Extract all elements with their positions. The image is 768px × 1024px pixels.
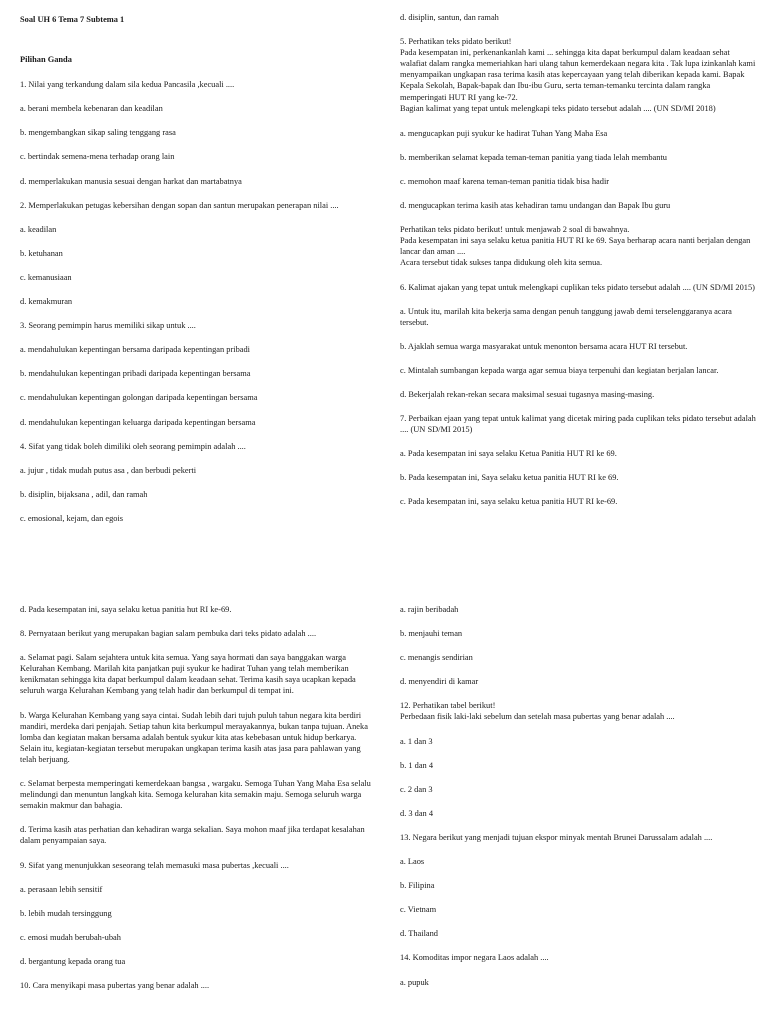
q1-option-d: d. memperlakukan manusia sesuai dengan harkat dan martabatnya xyxy=(20,176,242,186)
q5-option-d: d. mengucapkan terima kasih atas kehadiran tamu undangan dan Bapak Ibu guru xyxy=(400,201,671,211)
question-5-header: 5. Perhatikan teks pidato berikut! xyxy=(400,37,512,47)
q9-option-d: d. bergantung kepada orang tua xyxy=(20,956,126,966)
q1-option-a: a. berani membela kebenaran dan keadilan xyxy=(20,104,163,114)
column-left-page-2 xyxy=(20,604,378,991)
q10-option-b: b. menjauhi teman xyxy=(400,629,463,639)
q4-option-a: a. jujur , tidak mudah putus asa , dan berbudi pekerti xyxy=(20,465,197,475)
speech-text-end: Acara tersebut tidak sukses tanpa didukung oleh kita semua. xyxy=(400,258,603,268)
q9-option-c: c. emosi mudah berubah-ubah xyxy=(20,932,121,942)
q4-option-d: d. disiplin, santun, dan ramah xyxy=(400,13,499,22)
question-5-prompt: Bagian kalimat yang tepat untuk melengkapi teks pidato tersebut adalah .... (UN SD/MI 2018) xyxy=(400,103,716,113)
q3-option-d: d. mendahulukan kepentingan keluarga daripada kepentingan bersama xyxy=(20,417,256,427)
speech-text: Pada kesempatan ini saya selaku ketua panitia HUT RI ke 69. Saya berharap acara nanti berjalan dengan lancar dan aman .... xyxy=(400,236,751,257)
question-13: 13. Negara berikut yang menjadi tujuan ekspor minyak mentah Brunei Darussalam adalah .... xyxy=(400,832,713,842)
speech-intro-text: Perhatikan teks pidato berikut! untuk menjawab 2 soal di bawahnya. xyxy=(400,225,630,235)
q14-option-a: a. pupuk xyxy=(400,977,429,987)
q6-option-b: b. Ajaklah semua warga masyarakat untuk menonton bersama acara HUT RI tersebut. xyxy=(400,341,688,351)
q2-option-d: d. kemakmuran xyxy=(20,297,73,307)
q7-option-d: d. Pada kesempatan ini, saya selaku ketua panitia hut RI ke-69. xyxy=(20,605,232,614)
q3-option-a: a. mendahulukan kepentingan bersama daripada kepentingan pribadi xyxy=(20,345,250,355)
q8-option-a: a. Selamat pagi. Salam sejahtera untuk kita semua. Yang saya hormati dan saya banggakan warga Kelurahan Kembang. Marilah kita panjatkan puji syukur ke hadirat Tuhan yang telah memberikan kenikmatan sehingga kita dapat berkumpul dalam keadaan sehat. Terima kasih saya ucapkan kepada seluruh warga Kelurahan Kembang yang telah hadir dan berkumpul di tempat ini. xyxy=(20,653,356,696)
q1-option-c: c. bertindak semena-mena terhadap orang lain xyxy=(20,152,175,162)
q4-option-c: c. emosional, kejam, dan egois xyxy=(20,513,124,523)
question-2: 2. Memperlakukan petugas kebersihan dengan sopan dan santun merupakan penerapan nilai .... xyxy=(20,200,339,210)
question-9: 9. Sifat yang menunjukkan seseorang telah memasuki masa pubertas ,kecuali .... xyxy=(20,860,289,870)
q13-option-b: b. Filipina xyxy=(400,881,435,891)
question-8: 8. Pernyataan berikut yang merupakan bagian salam pembuka dari teks pidato adalah .... xyxy=(20,629,317,639)
q6-option-d: d. Bekerjalah rekan-rekan secara maksimal sesuai tugasnya masing-masing. xyxy=(400,389,655,399)
question-7: 7. Perbaikan ejaan yang tepat untuk kalimat yang dicetak miring pada cuplikan teks pidato tersebut adalah .... (UN SD/MI 2015) xyxy=(400,414,756,435)
q7-option-b: b. Pada kesempatan ini, Saya selaku ketua panitia HUT RI ke 69. xyxy=(400,473,619,483)
q2-option-b: b. ketuhanan xyxy=(20,248,63,258)
q3-option-c: c. mendahulukan kepentingan golongan daripada kepentingan bersama xyxy=(20,393,258,403)
q13-option-a: a. Laos xyxy=(400,857,425,867)
q5-option-c: c. memohon maaf karena teman-teman panitia tidak bisa hadir xyxy=(400,176,610,186)
q3-option-b: b. mendahulukan kepentingan pribadi daripada kepentingan bersama xyxy=(20,369,251,379)
column-right-page-1 xyxy=(400,12,758,508)
question-12-prompt: Perbedaan fisik laki-laki sebelum dan setelah masa pubertas yang benar adalah .... xyxy=(400,712,675,722)
question-12-header: 12. Perhatikan tabel berikut! xyxy=(400,701,496,711)
q12-option-b: b. 1 dan 4 xyxy=(400,760,434,770)
question-3: 3. Seorang pemimpin harus memiliki sikap untuk .... xyxy=(20,321,196,331)
question-10: 10. Cara menyikapi masa pubertas yang benar adalah .... xyxy=(20,980,210,990)
q12-option-c: c. 2 dan 3 xyxy=(400,784,433,794)
q8-option-d: d. Terima kasih atas perhatian dan kehadiran warga sekalian. Saya mohon maaf jika terdapat kesalahan dalam penyampaian saya. xyxy=(20,825,365,846)
q10-option-a: a. rajin beribadah xyxy=(400,605,459,614)
column-left-page-1 xyxy=(20,12,378,524)
document-title: Soal UH 6 Tema 7 Subtema 1 xyxy=(20,15,125,24)
q4-option-b: b. disiplin, bijaksana , adil, dan ramah xyxy=(20,489,148,499)
q5-option-a: a. mengucapkan puji syukur ke hadirat Tuhan Yang Maha Esa xyxy=(400,128,608,138)
q9-option-a: a. perasaan lebih sensitif xyxy=(20,884,103,894)
q1-option-b: b. mengembangkan sikap saling tenggang rasa xyxy=(20,128,176,138)
question-4: 4. Sifat yang tidak boleh dimiliki oleh seorang pemimpin adalah .... xyxy=(20,441,246,451)
question-6: 6. Kalimat ajakan yang tepat untuk melengkapi cuplikan teks pidato tersebut adalah .... (UN SD/MI 2015) xyxy=(400,282,755,292)
column-right-page-2 xyxy=(400,604,758,988)
q5-option-b: b. memberikan selamat kepada teman-teman panitia yang tiada lelah membantu xyxy=(400,152,667,162)
q2-option-c: c. kemanusiaan xyxy=(20,272,72,282)
q12-option-a: a. 1 dan 3 xyxy=(400,736,433,746)
q13-option-c: c. Vietnam xyxy=(400,905,437,915)
question-5-speech-text: Pada kesempatan ini, perkenankanlah kami ... sehingga kita dapat berkumpul dalam keadaan sehat walafiat dalam rangka memeriahkan hari ulang tahun kemerdekaan negara kita . Tak lupa izinkanlah kami menyampaikan ungkapan rasa terima kasih atas kepercayaan yang telah diberikan kepada kami. Bapak Kepala Sekolah, Bapak-bapak dan Ibu-ibu Guru, serta teman-temanku tercinta dalam rangka memperingati HUT RI yang ke-72. xyxy=(400,48,756,102)
question-14: 14. Komoditas impor negara Laos adalah .... xyxy=(400,953,549,963)
q10-option-d: d. menyendiri di kamar xyxy=(400,677,479,687)
q6-option-c: c. Mintalah sumbangan kepada warga agar semua biaya terpenuhi dan kegiatan berjalan lancar. xyxy=(400,365,719,375)
question-1: 1. Nilai yang terkandung dalam sila kedua Pancasila ,kecuali .... xyxy=(20,80,235,90)
q7-option-a: a. Pada kesempatan ini saya selaku Ketua Panitia HUT RI ke 69. xyxy=(400,449,617,459)
q2-option-a: a. keadilan xyxy=(20,224,57,234)
sheet-page-2 xyxy=(0,584,768,1024)
q8-option-b: b. Warga Kelurahan Kembang yang saya cintai. Sudah lebih dari tujuh puluh tahun negara kita berdiri mandiri, merdeka dari penjajah. Setiap tahun kita berkumpul merayakannya, bukan tanpa tujuan. Aneka lomba dan kegiatan makan bersama adalah bentuk syukur kita atas kebebasan untuk hidup berkarya. Selain itu, kegiatan-kegiatan tersebut merupakan ungkapan terima kasih atas jasa para pahlawan yang telah berjuang. xyxy=(20,710,368,764)
q8-option-c: c. Selamat berpesta memperingati kemerdekaan bangsa , wargaku. Semoga Tuhan Yang Maha Esa selalu melindungi dan menuntun langkah kita. Semoga kelurahan kita semakin maju. Semoga seluruh warga semakin makmur dan bahagia. xyxy=(20,779,371,811)
section-heading: Pilihan Ganda xyxy=(20,55,72,65)
q12-option-d: d. 3 dan 4 xyxy=(400,808,434,818)
q7-option-c: c. Pada kesempatan ini, saya selaku ketua panitia HUT RI ke-69. xyxy=(400,497,618,507)
q6-option-a: a. Untuk itu, marilah kita bekerja sama dengan penuh tanggung jawab demi terselenggaranya acara tersebut. xyxy=(400,306,732,327)
q9-option-b: b. lebih mudah tersinggung xyxy=(20,908,112,918)
q13-option-d: d. Thailand xyxy=(400,929,438,939)
q10-option-c: c. menangis sendirian xyxy=(400,653,473,663)
